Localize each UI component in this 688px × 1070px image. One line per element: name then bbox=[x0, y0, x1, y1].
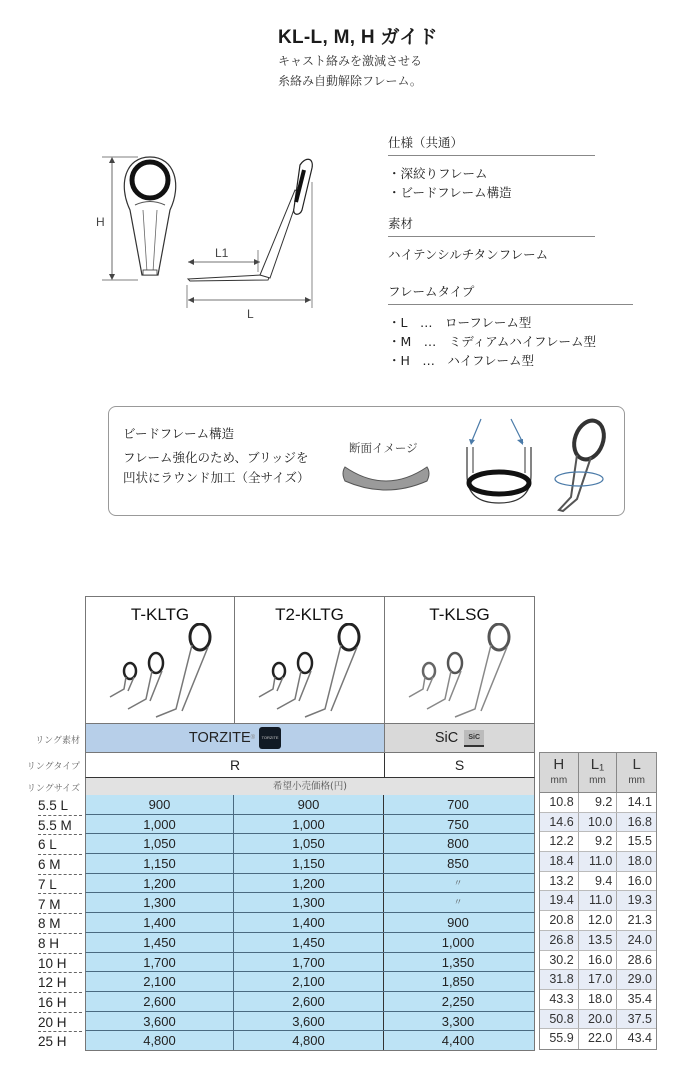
dim-header-l1: L₁ mm bbox=[579, 753, 618, 792]
guide-diagram-icon bbox=[90, 140, 330, 320]
frame-type-heading: フレームタイプ bbox=[388, 282, 633, 305]
material-value: ハイテンシルチタンフレーム bbox=[388, 247, 549, 262]
table-row bbox=[85, 893, 535, 913]
table-row bbox=[85, 1012, 535, 1032]
size-label: 7 M bbox=[38, 895, 82, 915]
price-cell: 1,150 bbox=[234, 854, 384, 873]
price-cell: 800 bbox=[447, 836, 469, 852]
price-cell: 4,400 bbox=[441, 1033, 475, 1049]
price-cell: 1,300 bbox=[86, 893, 234, 912]
cross-section-icon bbox=[341, 459, 431, 495]
price-cell: 1,300 bbox=[234, 893, 384, 912]
table-row bbox=[85, 815, 535, 835]
bead-frame-info-box bbox=[108, 406, 625, 516]
torzite-logo-icon: TORZITE bbox=[259, 727, 281, 749]
common-spec-item: ・深絞りフレーム bbox=[388, 166, 488, 181]
product-name: T-KLSG bbox=[429, 605, 490, 624]
bead-frame-description bbox=[123, 448, 310, 488]
guide-rotation-icon bbox=[549, 415, 619, 515]
table-row bbox=[85, 1031, 535, 1051]
ditto-mark: 〃 bbox=[453, 897, 463, 908]
size-label: 7 L bbox=[38, 875, 82, 895]
product-t2-kltg bbox=[235, 597, 385, 723]
guide-set-icon bbox=[399, 623, 519, 718]
label-h: H bbox=[96, 215, 105, 229]
price-cell: 900 bbox=[86, 795, 234, 814]
price-cell: 4,800 bbox=[234, 1031, 384, 1050]
size-label: 8 H bbox=[38, 934, 82, 954]
frame-type-item: ・L … ローフレーム型 bbox=[388, 315, 532, 330]
price-cell: 1,050 bbox=[234, 834, 384, 853]
price-cell: 1,400 bbox=[86, 913, 234, 932]
size-label: 16 H bbox=[38, 993, 82, 1013]
size-label: 25 H bbox=[38, 1034, 67, 1050]
ditto-mark: 〃 bbox=[453, 877, 463, 888]
price-cell: 2,100 bbox=[86, 972, 234, 991]
size-label: 6 M bbox=[38, 855, 82, 875]
table-row bbox=[85, 913, 535, 933]
size-label: 20 H bbox=[38, 1013, 82, 1033]
ring-bridge-icon bbox=[459, 415, 539, 510]
price-cell: 2,100 bbox=[234, 972, 384, 991]
guide-set-icon bbox=[249, 623, 369, 718]
dimension-row: 10.8 9.2 14.1 bbox=[540, 793, 656, 813]
price-cell: 2,600 bbox=[234, 992, 384, 1011]
dimension-row: 55.9 22.0 43.4 bbox=[540, 1029, 656, 1049]
dim-header-l: L mm bbox=[628, 756, 645, 786]
price-cell: 750 bbox=[447, 816, 469, 832]
page-title: KL-L, M, H ガイド bbox=[278, 27, 438, 48]
guide-dimension-diagram bbox=[90, 140, 330, 320]
specs-panel bbox=[388, 133, 633, 370]
label-l: L bbox=[247, 307, 254, 320]
price-cell: 700 bbox=[447, 797, 469, 812]
price-cell: 1,000 bbox=[234, 815, 384, 834]
size-label: 6 L bbox=[38, 835, 82, 855]
dimension-row: 13.2 9.4 16.0 bbox=[540, 872, 656, 892]
product-name: T2-KLTG bbox=[275, 605, 344, 624]
price-cell: 900 bbox=[234, 795, 384, 814]
dimension-row: 14.6 10.0 16.8 bbox=[540, 813, 656, 833]
table-row bbox=[85, 834, 535, 854]
bead-desc-line-1: フレーム強化のため、ブリッジを bbox=[123, 450, 309, 465]
price-cell: 900 bbox=[447, 915, 469, 931]
dimension-row: 18.4 11.0 18.0 bbox=[540, 852, 656, 872]
dimension-row: 12.2 9.2 15.5 bbox=[540, 832, 656, 852]
price-cell: 1,850 bbox=[441, 974, 475, 990]
price-cell: 1,350 bbox=[441, 954, 475, 970]
sic-logo-icon: SiC bbox=[464, 730, 484, 747]
product-t-kltg bbox=[86, 597, 235, 723]
price-cell: 3,600 bbox=[86, 1012, 234, 1031]
product-header-row bbox=[85, 596, 535, 723]
price-heading: 希望小売価格(円) bbox=[85, 778, 535, 795]
table-row bbox=[85, 795, 535, 815]
guide-set-icon bbox=[100, 623, 220, 718]
dimension-row: 30.2 16.0 28.6 bbox=[540, 951, 656, 971]
price-cell: 1,700 bbox=[86, 953, 234, 972]
size-label: 12 H bbox=[38, 973, 82, 993]
price-cell: 1,050 bbox=[86, 834, 234, 853]
size-label: 10 H bbox=[38, 954, 82, 974]
product-name: T-KLTG bbox=[130, 605, 190, 624]
price-cell: 1,700 bbox=[234, 953, 384, 972]
bead-desc-line-2: 凹状にラウンド加工（全サイズ） bbox=[123, 470, 310, 485]
ring-material-label: リング素材 bbox=[35, 736, 80, 746]
price-cell: 1,450 bbox=[86, 933, 234, 952]
material-torzite bbox=[86, 724, 385, 752]
table-row bbox=[85, 953, 535, 973]
dimension-header-row bbox=[540, 753, 656, 793]
label-l1: L1 bbox=[215, 246, 229, 260]
ring-material-row bbox=[85, 723, 535, 753]
dimension-row: 20.8 12.0 21.3 bbox=[540, 911, 656, 931]
common-spec-item: ・ビードフレーム構造 bbox=[388, 185, 512, 200]
dimension-row: 31.8 17.0 29.0 bbox=[540, 970, 656, 990]
sic-label: SiC bbox=[434, 730, 459, 746]
material-heading: 素材 bbox=[388, 214, 595, 237]
registered-mark: ® bbox=[250, 735, 256, 741]
ring-size-label: リングサイズ bbox=[26, 784, 80, 794]
table-row bbox=[85, 874, 535, 894]
subtitle-line-1: キャスト絡みを激減させる bbox=[278, 54, 423, 68]
cross-section-label: 断面イメージ bbox=[349, 441, 418, 455]
size-label: 5.5 L bbox=[38, 796, 82, 816]
price-cell: 1,200 bbox=[86, 874, 234, 893]
table-row bbox=[85, 972, 535, 992]
table-row bbox=[85, 854, 535, 874]
price-cell: 1,000 bbox=[86, 815, 234, 834]
table-row bbox=[85, 992, 535, 1012]
common-spec-heading: 仕様（共通） bbox=[388, 133, 595, 156]
size-label: 5.5 M bbox=[38, 816, 82, 836]
price-cell: 850 bbox=[447, 856, 469, 872]
price-cell: 1,400 bbox=[234, 913, 384, 932]
dimension-table bbox=[539, 752, 657, 1050]
table-row bbox=[85, 933, 535, 953]
price-cell: 1,200 bbox=[234, 874, 384, 893]
bead-frame-title: ビードフレーム構造 bbox=[123, 426, 235, 441]
dimension-row: 50.8 20.0 37.5 bbox=[540, 1010, 656, 1030]
product-t-klsg bbox=[385, 597, 534, 723]
frame-type-item: ・H … ハイフレーム型 bbox=[388, 353, 535, 368]
dimension-row: 43.3 18.0 35.4 bbox=[540, 990, 656, 1010]
material-sic bbox=[385, 724, 534, 752]
price-cell: 3,300 bbox=[441, 1013, 475, 1029]
frame-type-item: ・M … ミディアムハイフレーム型 bbox=[388, 334, 597, 349]
dimension-row: 19.4 11.0 19.3 bbox=[540, 891, 656, 911]
torzite-label: TORZITE bbox=[188, 730, 251, 746]
ring-type-r: R bbox=[86, 753, 385, 777]
price-cell: 1,150 bbox=[86, 854, 234, 873]
price-cell: 4,800 bbox=[86, 1031, 234, 1050]
dim-header-h: H mm bbox=[540, 753, 579, 792]
size-label: 8 M bbox=[38, 914, 82, 934]
price-cell: 2,250 bbox=[441, 993, 475, 1009]
price-cell: 1,000 bbox=[441, 934, 475, 950]
price-table bbox=[85, 596, 535, 1051]
ring-type-s: S bbox=[454, 757, 465, 773]
dimension-row: 26.8 13.5 24.0 bbox=[540, 931, 656, 951]
ring-type-row bbox=[85, 753, 535, 778]
price-cell: 1,450 bbox=[234, 933, 384, 952]
ring-type-label: リングタイプ bbox=[26, 762, 80, 772]
price-cell: 3,600 bbox=[234, 1012, 384, 1031]
price-cell: 2,600 bbox=[86, 992, 234, 1011]
subtitle-line-2: 糸絡み自動解除フレーム。 bbox=[278, 74, 422, 88]
